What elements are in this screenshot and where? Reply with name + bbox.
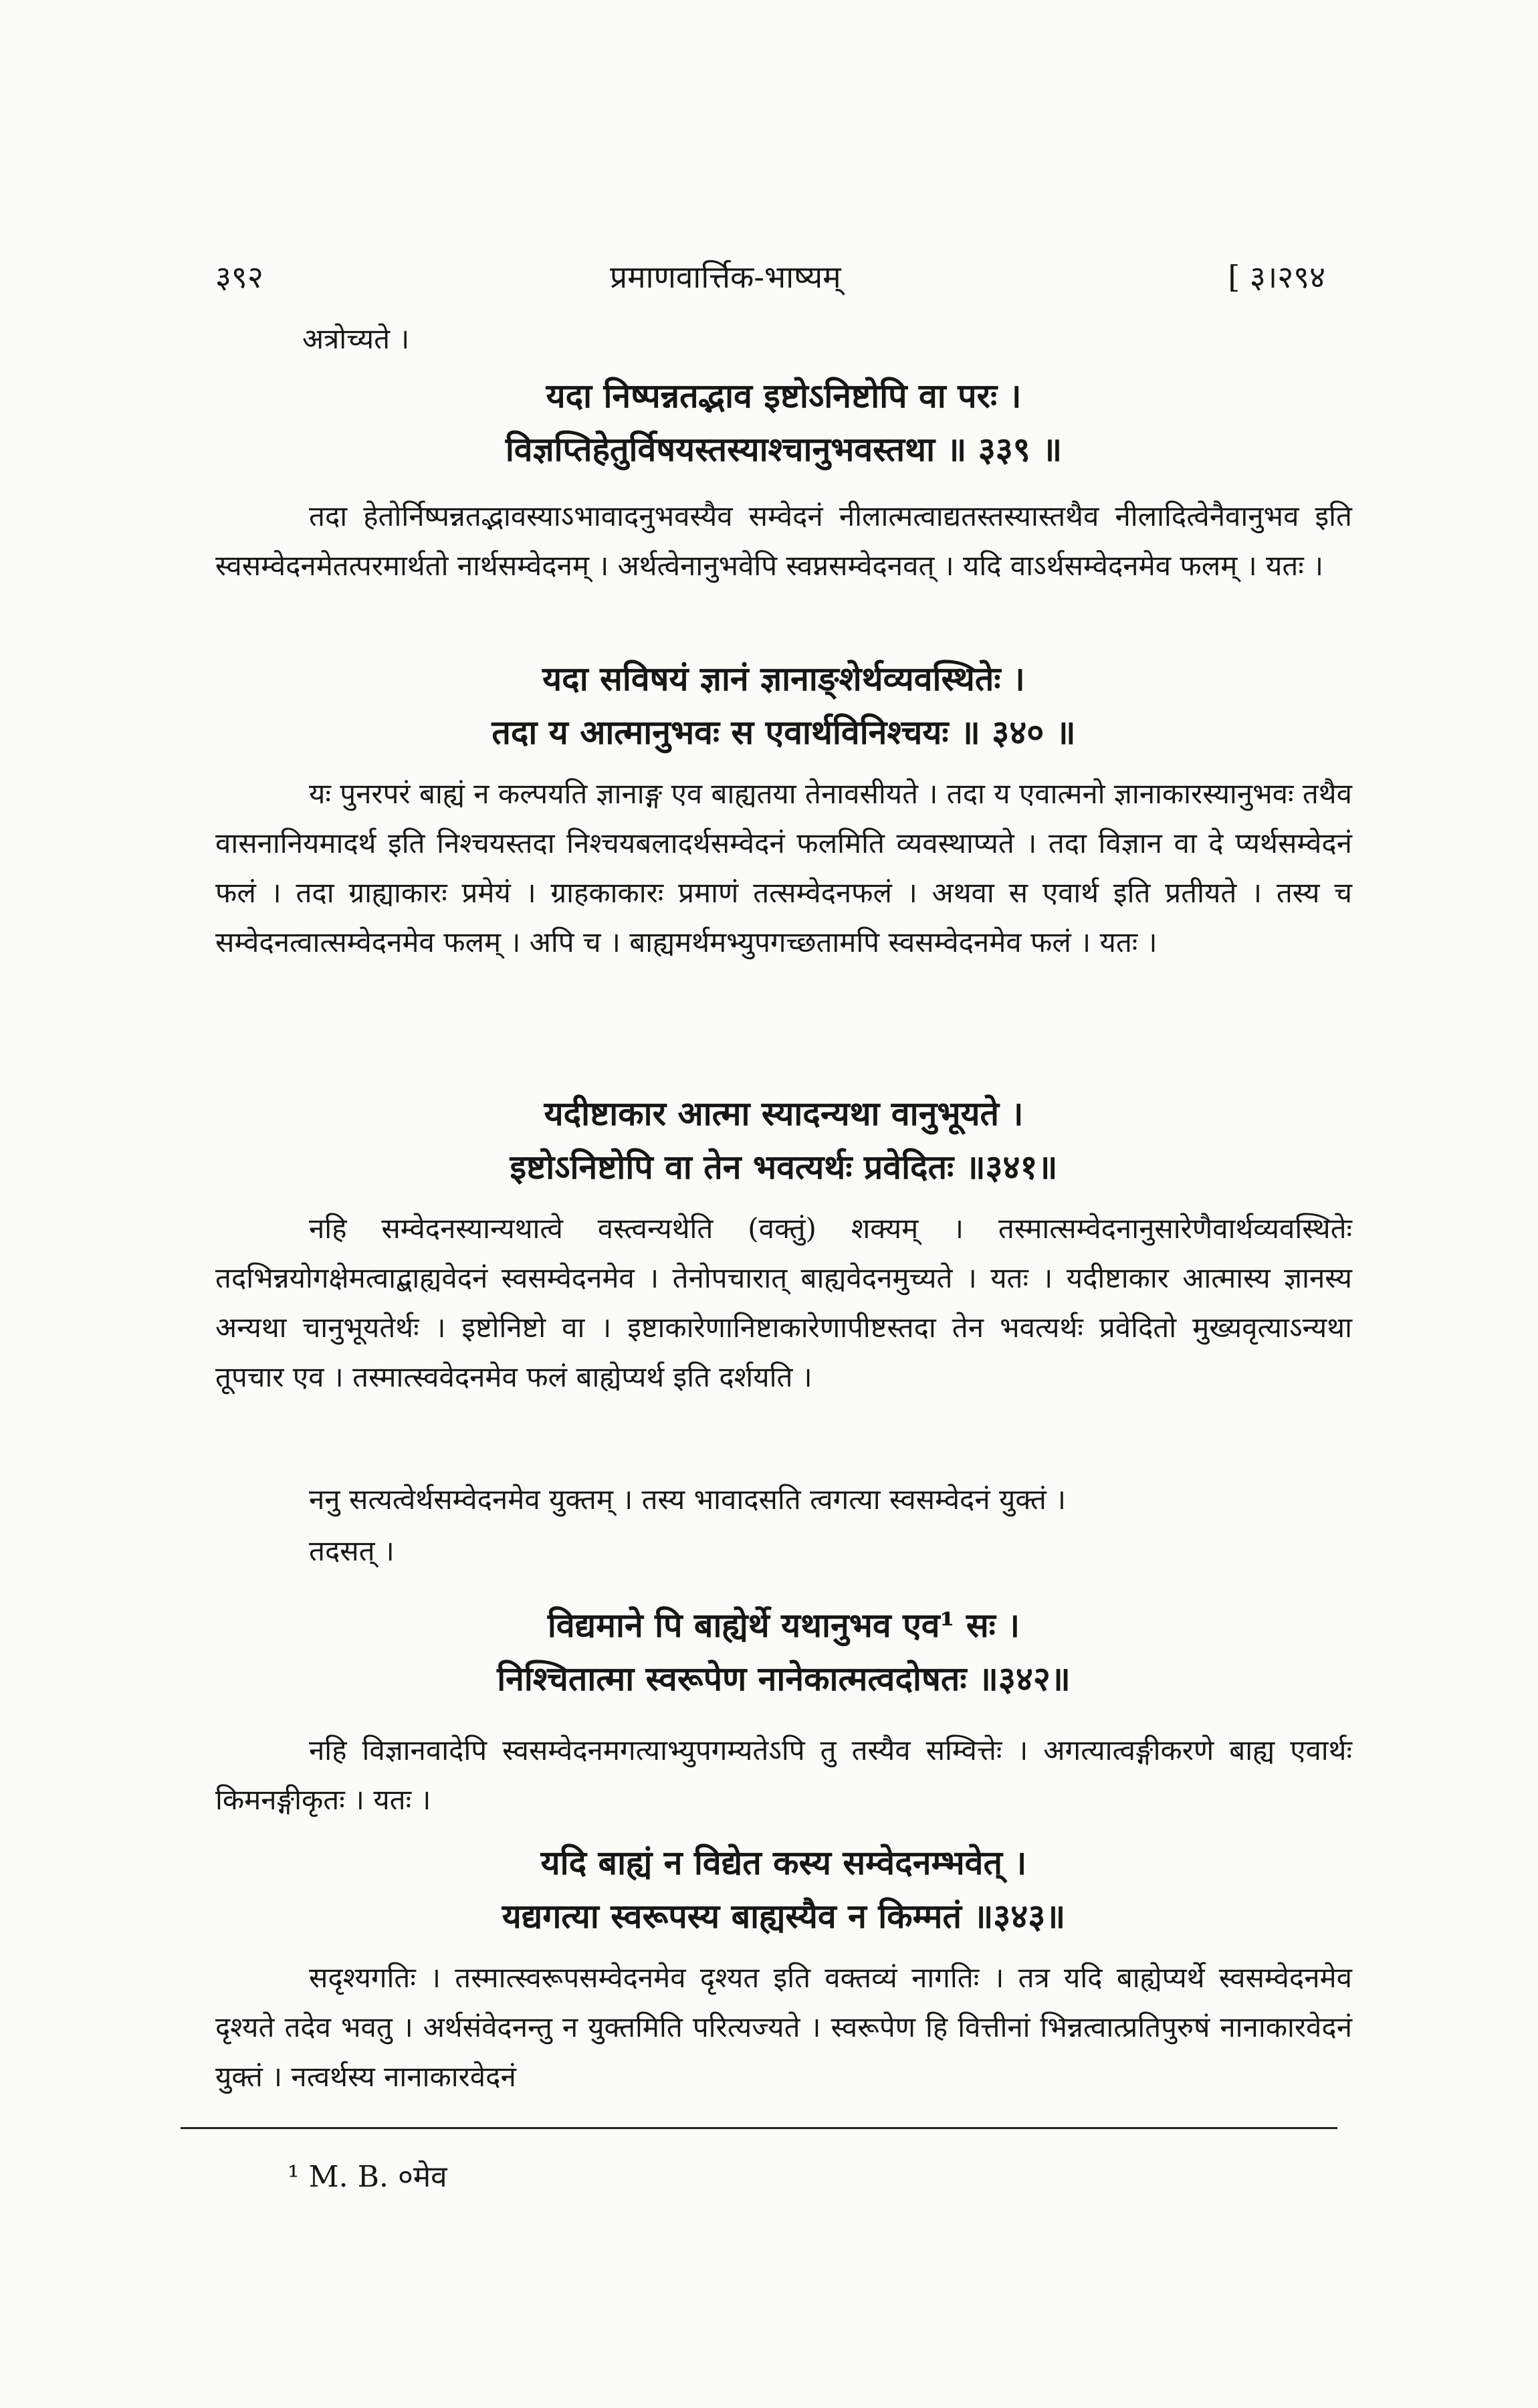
footnote: ¹ M. B. ०मेव [288,2160,447,2194]
verse-line: यद्यगत्या स्वरूपस्य बाह्यस्यैव न किम्मतं ॥३४३॥ [502,1896,1066,1936]
verse-line: विद्यमाने पि बाह्येर्थे यथानुभव एव¹ सः । [547,1605,1020,1645]
verse-line: यदा निष्पन्नतद्भाव इष्टोऽनिष्टोपि वा परः । [546,376,1022,415]
verse-342 [215,1599,1352,1706]
commentary-paragraph: ननु सत्यत्वेर्थसम्वेदनमेव युक्तम् । तस्य भावादसति त्वगत्या स्वसम्वेदनं युक्तं । [309,1483,1067,1516]
verse-339 [215,369,1352,476]
verse-341 [215,1087,1352,1194]
commentary-paragraph: नहि सम्वेदनस्यान्यथात्वे वस्त्वन्यथेति (वक्तुं) शक्यम् । तस्मात्सम्वेदनानुसारेणैवार्थव्यवस्थितेः तदभिन्नयोगक्षेमत्वाद्बाह्यवेदनं स्वसम्वेदनमेव । तेनोपचारात् बाह्यवेदनमुच्यते । यतः । यदीष्टाकार आत्मास्य ज्ञानस्य अन्यथा चानुभूयतेर्थः । इष्टोनिष्टो वा । इष्टाकारेणानिष्टाकारेणापीष्टस्तदा तेन भवत्यर्थः प्रवेदितो मुख्यवृत्याऽन्यथा तूपचार एव । तस्मात्स्ववेदनमेव फलं बाह्येप्यर्थ इति दर्शयति । [215,1212,1352,1393]
running-title: प्रमाणवार्त्तिक-भाष्यम् [610,259,841,295]
commentary-paragraph: यः पुनरपरं बाह्यं न कल्पयति ज्ञानाङ्ग एव बाह्यतया तेनावसीयते । तदा य एवात्मनो ज्ञानाकारस्यानुभवः तथैव वासनानियमादर्थ इति निश्चयस्तदा निश्चयबलादर्थसम्वेदनं फलमिति व्यवस्थाप्यते । तदा विज्ञान वा दे प्यर्थसम्वेदनं फलं । तदा ग्राह्याकारः प्रमेयं । ग्राहकाकारः प्रमाणं तत्सम्वेदनफलं । अथवा स एवार्थ इति प्रतीयते । तस्य च सम्वेदनत्वात्सम्वेदनमेव फलम् । अपि च । बाह्यमर्थमभ्युपगच्छतामपि स्वसम्वेदनमेव फलं । यतः । [215,777,1352,959]
verse-343 [215,1836,1352,1943]
verse-line: यदा सविषयं ज्ञानं ज्ञानाङ्शेर्थव्यवस्थितेः । [542,659,1025,698]
verse-line: तदा य आत्मानुभवः स एवार्थविनिश्चयः ॥ ३४० ॥ [491,712,1076,752]
verse-340 [215,652,1352,759]
verse-line: इष्टोऽनिष्टोपि वा तेन भवत्यर्थः प्रवेदितः ॥३४१॥ [510,1147,1058,1187]
verse-line: निश्चितात्मा स्वरूपेण नानेकात्मत्वदोषतः ॥३४२॥ [497,1659,1071,1698]
verse-line: विज्ञप्तिहेतुर्विषयस्तस्याश्चानुभवस्तथा ॥ ३३९ ॥ [505,429,1063,469]
commentary-paragraph: तदा हेतोर्निष्पन्नतद्भावस्याऽभावादनुभवस्यैव सम्वेदनं नीलात्मत्वाद्यतस्तस्यास्तथैव नीलादित्वेनैवानुभव इति स्वसम्वेदनमेतत्परमार्थतो नार्थसम्वेदनम् । अर्थत्वेनानुभवेपि स्वप्नसम्वेदनवत् । यदि वाऽर्थसम्वेदनमेव फलम् । यतः । [215,500,1352,582]
page-number: ३९२ [215,259,263,295]
commentary-paragraph: तदसत् । [309,1534,395,1567]
commentary-paragraph: नहि विज्ञानवादेपि स्वसम्वेदनमगत्याभ्युपगम्यतेऽपि तु तस्यैव सम्वित्तेः । अगत्यात्वङ्गीकरणे बाह्य एवार्थः किमनङ्गीकृतः । यतः । [215,1734,1352,1816]
running-header [215,256,1339,302]
footnote-rule [181,2127,1337,2129]
verse-reference: [ ३।२९४ [1228,259,1325,295]
verse-line: यदीष्टाकार आत्मा स्यादन्यथा वानुभूयते । [544,1094,1024,1133]
verse-line: यदि बाह्यं न विद्येत कस्य सम्वेदनम्भवेत् । [540,1843,1027,1882]
commentary-paragraph: सदृश्यगतिः । तस्मात्स्वरूपसम्वेदनमेव दृश्यत इति वक्तव्यं नागतिः । तत्र यदि बाह्येप्यर्थे स्वसम्वेदनमेव दृश्यते तदेव भवतु । अर्थसंवेदनन्तु न युक्तमिति परित्यज्यते । स्वरूपेण हि वित्तीनां भिन्नत्वात्प्रतिपुरुषं नानाकारवेदनं युक्तं । नत्वर्थस्य नानाकारवेदनं [215,1961,1352,2093]
intro-line: अत्रोच्यते । [302,322,410,355]
